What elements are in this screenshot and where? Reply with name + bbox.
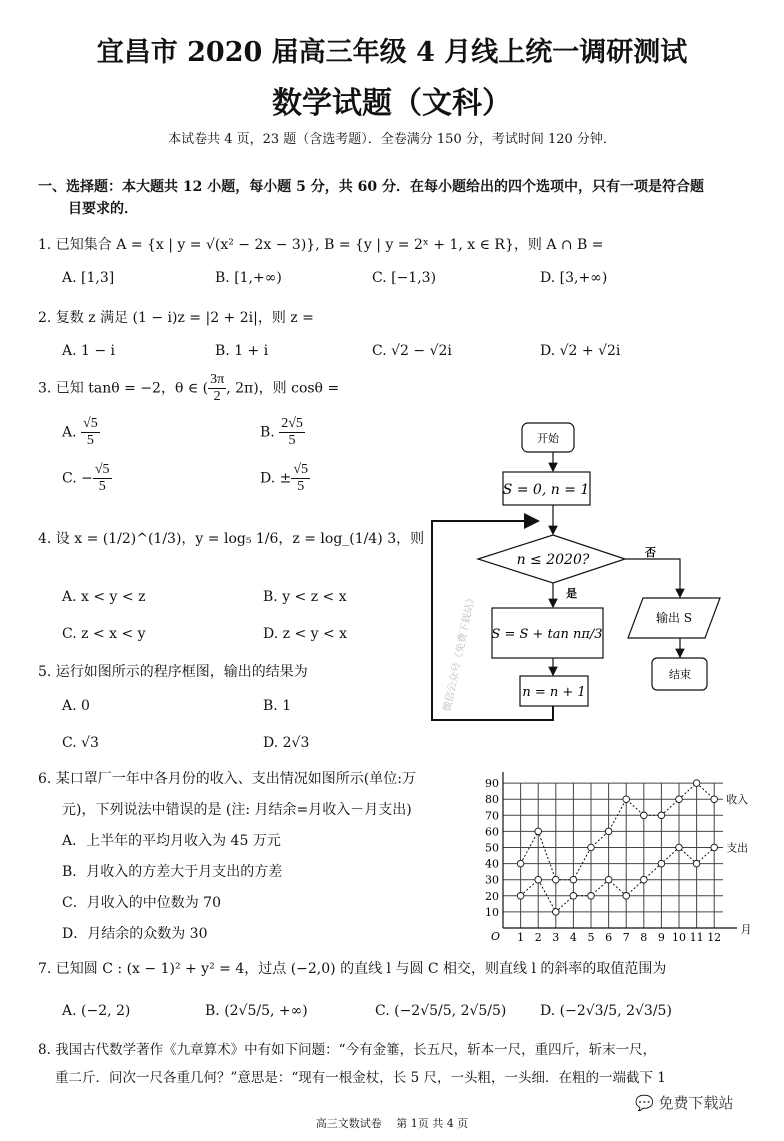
update-label: S = S + tan nπ/3 <box>491 627 603 642</box>
exam-subtitle: 数学试题（文科） <box>272 86 512 121</box>
q2-option-a: A. 1 − i <box>62 343 116 359</box>
option-sign: ± <box>279 470 292 487</box>
data-point <box>658 860 665 867</box>
q6-option-d: D．月结余的众数为 30 <box>62 926 208 942</box>
q1-option-a: A. [1,3] <box>62 270 115 286</box>
legend-label: 支出 <box>726 841 749 855</box>
q4-stem: 4. 设 x = (1/2)^(1/3)，y = log₅ 1/6，z = log_(1/4) 3，则 <box>38 531 425 547</box>
q7-stem: 7. 已知圆 C : (x − 1)² + y² = 4，过点 (−2,0) 的直线 l 与圆 C 相交，则直线 l 的斜率的取值范围为 <box>38 961 667 977</box>
q6-option-b: B．月收入的方差大于月支出的方差 <box>62 864 283 880</box>
data-point <box>535 828 542 835</box>
q4-option-b: B. y < z < x <box>263 589 347 605</box>
brand-watermark <box>635 1092 733 1113</box>
data-point <box>693 780 700 787</box>
q4-option-d: D. z < y < x <box>263 626 348 642</box>
q8-line1: 8. 我国古代数学著作《九章算术》中有如下问题：“今有金箠，长五尺，斩本一尺，重四斤，斩末一尺， <box>38 1042 657 1058</box>
data-point <box>623 796 630 803</box>
x-tick-label: 8 <box>640 931 648 944</box>
data-point <box>711 796 718 803</box>
den: 5 <box>98 479 106 494</box>
num: √5 <box>83 416 98 431</box>
x-tick-label: 7 <box>622 931 630 944</box>
x-axis-label: 月 <box>740 923 752 936</box>
data-point <box>570 876 577 883</box>
q1-stem: 1. 已知集合 A = {x | y = √(x² − 2x − 3)}, B = {y | y = 2ˣ + 1, x ∈ R}，则 A ∩ B = <box>38 237 604 253</box>
x-tick-label: 9 <box>657 931 665 944</box>
x-tick-label: 11 <box>689 931 704 944</box>
q5-stem: 5. 运行如图所示的程序框图，输出的结果为 <box>38 664 308 680</box>
data-point <box>553 909 560 916</box>
condition-label: n ≤ 2020? <box>516 552 590 568</box>
q5-option-d: D. 2√3 <box>263 735 310 751</box>
data-point <box>676 844 683 851</box>
q6-option-c: C．月收入的中位数为 70 <box>62 895 221 911</box>
q4-option-a: A. x < y < z <box>62 589 146 605</box>
x-tick-label: 5 <box>587 931 595 944</box>
data-point <box>553 876 560 883</box>
option-sign: − <box>81 470 93 487</box>
data-point <box>535 876 542 883</box>
q7-option-a: A. (−2, 2) <box>62 1003 131 1019</box>
brand-text: 免费下载站 <box>658 1094 734 1112</box>
init-label: S = 0, n = 1 <box>502 482 590 498</box>
option-label: A. <box>62 424 77 441</box>
x-tick-label: 2 <box>534 931 542 944</box>
y-tick-label: 80 <box>485 793 499 807</box>
data-point <box>588 893 595 900</box>
q7-option-d: D. (−2√3/5, 2√3/5) <box>540 1003 672 1019</box>
legend-label: 收入 <box>726 793 749 807</box>
x-tick-label: 10 <box>672 931 686 944</box>
data-point <box>711 844 718 851</box>
q5-option-c: C. √3 <box>62 735 99 751</box>
x-tick-label: 6 <box>605 931 613 944</box>
data-point <box>641 812 648 819</box>
income-expense-chart <box>470 770 770 950</box>
y-tick-label: 30 <box>485 873 499 887</box>
option-label: D. <box>260 470 276 487</box>
start-label: 开始 <box>537 432 559 445</box>
num: 2√5 <box>281 416 303 431</box>
x-tick-label: 1 <box>517 931 525 944</box>
page-footer: 高三文数试卷 第 1页 共 4 页 <box>315 1117 469 1130</box>
q1-option-b: B. [1,+∞) <box>215 270 282 286</box>
data-point <box>605 828 612 835</box>
exam-title: 宜昌市 2020 届高三年级 4 月线上统一调研测试 <box>96 37 688 68</box>
exam-info: 本试卷共 4 页，23 题（含选考题）．全卷满分 150 分，考试时间 120 分钟． <box>168 132 616 147</box>
yes-label: 是 <box>566 587 577 600</box>
q2-option-b: B. 1 + i <box>215 343 269 359</box>
q3-stem-b: , 2π)，则 cosθ = <box>226 380 340 397</box>
x-tick-label: 3 <box>552 931 560 944</box>
q6-line2: 元)，下列说法中错误的是 (注: 月结余=月收入－月支出) <box>62 802 412 818</box>
den: 5 <box>86 433 94 448</box>
q2-option-c: C. √2 − √2i <box>372 343 452 359</box>
q1-option-d: D. [3,+∞) <box>540 270 608 286</box>
q6-option-a: A．上半年的平均月收入为 45 万元 <box>62 833 281 849</box>
option-label: B. <box>260 424 275 441</box>
data-point <box>517 860 524 867</box>
den: 5 <box>288 433 296 448</box>
q7-option-c: C. (−2√5/5, 2√5/5) <box>375 1003 507 1019</box>
q8-line2: 重二斤．问次一尺各重几何？”意思是：“现有一根金杖，长 5 尺，一头粗，一头细．在粗的一端截下 1 <box>55 1070 666 1086</box>
q5-option-a: A. 0 <box>62 698 90 714</box>
data-point <box>570 893 577 900</box>
output-label: 输出 S <box>655 611 693 625</box>
q1-option-c: C. [−1,3) <box>372 270 437 286</box>
y-tick-label: 90 <box>485 777 499 791</box>
q6-line1: 6. 某口罩厂一年中各月份的收入、支出情况如图所示(单位:万 <box>38 771 416 787</box>
increment-label: n = n + 1 <box>522 685 586 700</box>
end-label: 结束 <box>669 668 691 681</box>
x-tick-label: 4 <box>569 931 577 944</box>
data-point <box>693 860 700 867</box>
y-tick-label: 70 <box>485 809 499 823</box>
origin-label: O <box>491 930 501 943</box>
watermark: 微信公众号《免费下载站》 <box>442 592 478 713</box>
q3-frac-den: 2 <box>213 389 221 404</box>
section-heading-cont: 目要求的． <box>68 201 138 217</box>
q5-option-b: B. 1 <box>263 698 292 714</box>
option-label: C. <box>62 470 77 487</box>
y-tick-label: 50 <box>485 841 499 855</box>
y-tick-label: 60 <box>485 825 499 839</box>
data-point <box>641 876 648 883</box>
section-heading: 一、选择题：本大题共 12 小题，每小题 5 分，共 60 分．在每小题给出的四个选项中，只有一项是符合题 <box>38 179 704 195</box>
y-tick-label: 10 <box>485 905 499 919</box>
data-point <box>517 893 524 900</box>
data-point <box>658 812 665 819</box>
q4-option-c: C. z < x < y <box>62 626 146 642</box>
num: √5 <box>293 462 309 477</box>
data-point <box>676 796 683 803</box>
data-point <box>605 876 612 883</box>
x-tick-label: 12 <box>707 931 722 944</box>
no-label: 否 <box>645 546 656 559</box>
q3-stem-a: 3. 已知 tanθ = −2，θ ∈ ( <box>38 380 209 397</box>
data-point <box>623 893 630 900</box>
y-tick-label: 20 <box>485 889 499 903</box>
q2-stem: 2. 复数 z 满足 (1 − i)z = |2 + 2i|，则 z = <box>38 310 314 326</box>
chat-bubble-icon: 💬 <box>635 1094 659 1112</box>
q2-option-d: D. √2 + √2i <box>540 343 621 359</box>
y-tick-label: 40 <box>485 857 499 871</box>
data-point <box>588 844 595 851</box>
q7-option-b: B. (2√5/5, +∞) <box>205 1003 308 1019</box>
den: 5 <box>297 479 305 494</box>
num: √5 <box>94 462 110 477</box>
q3-frac-num: 3π <box>210 372 225 387</box>
